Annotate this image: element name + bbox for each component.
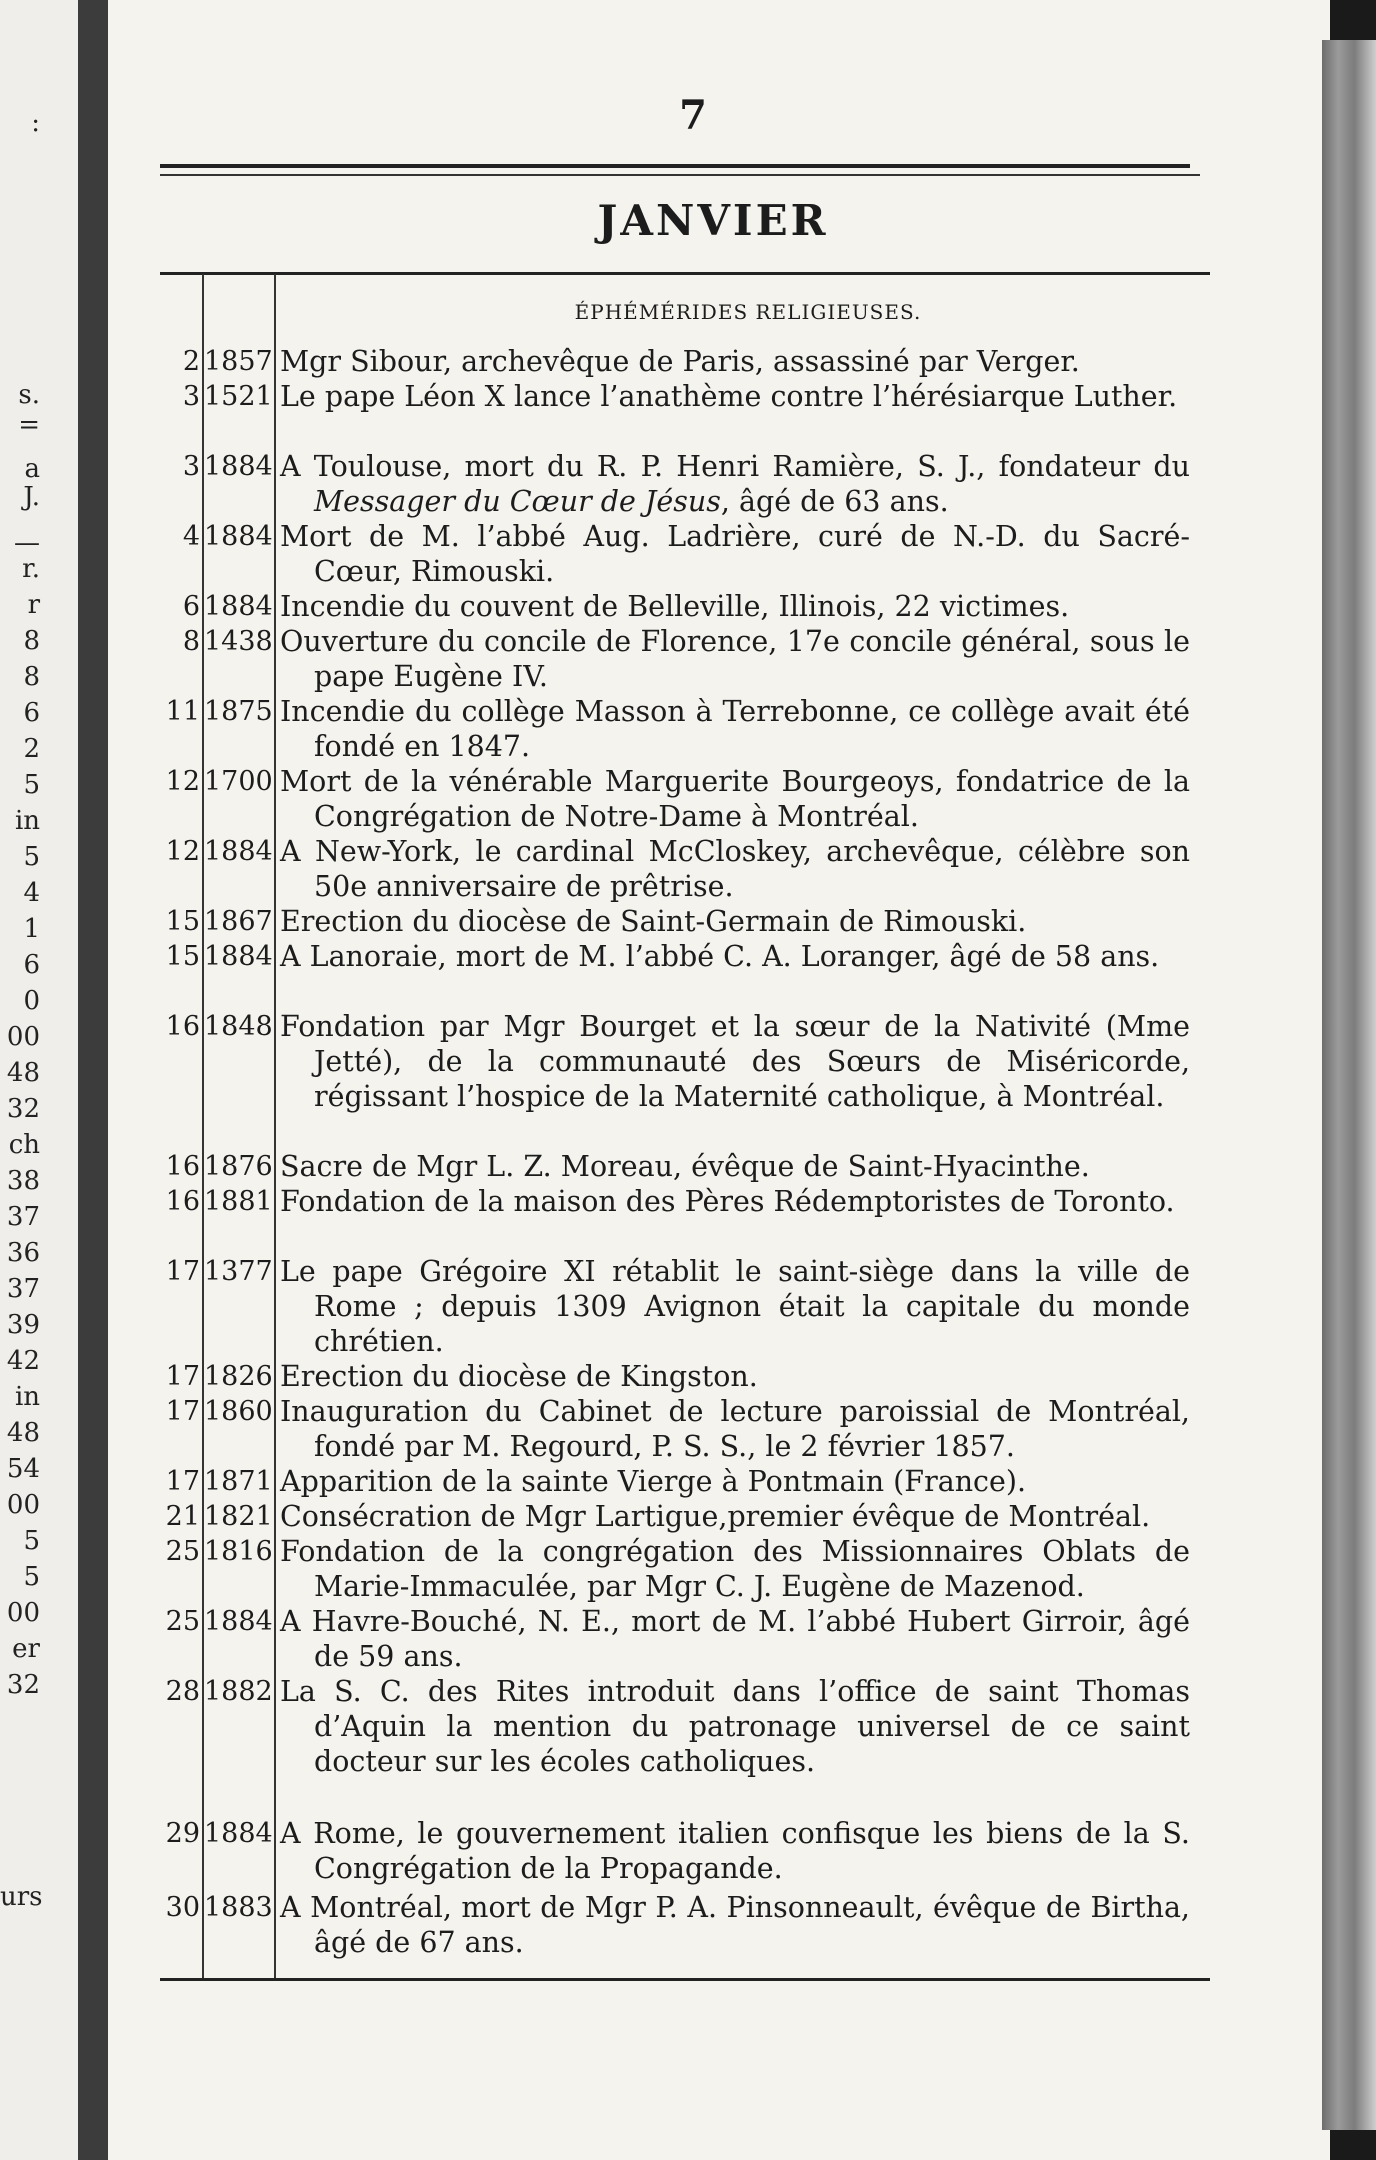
entry-day: 4	[182, 521, 200, 552]
entry-day: 28	[165, 1676, 200, 1707]
margin-fragment: 0	[23, 986, 40, 1016]
margin-fragment: 6	[23, 950, 40, 980]
entry-day: 17	[165, 1361, 200, 1392]
entry-day: 25	[165, 1536, 200, 1567]
margin-fragment: 36	[6, 1238, 40, 1268]
margin-fragment: 5	[23, 842, 40, 872]
margin-fragment: 2	[23, 734, 40, 764]
entry-year: 1867	[204, 906, 273, 937]
header-rule	[160, 272, 1210, 275]
entry-year: 1875	[204, 696, 273, 727]
margin-fragment: 48	[6, 1418, 40, 1448]
margin-fragment: 8	[23, 626, 40, 656]
entry-text: Le pape Léon X lance l’anathème contre l’hérésiarque Luther.	[280, 380, 1178, 413]
book-gutter	[78, 0, 110, 2160]
entry-day: 30	[165, 1892, 200, 1923]
margin-fragment: 42	[6, 1346, 40, 1376]
margin-fragment: 00	[6, 1598, 40, 1628]
entry-text: Mort de la vénérable Marguerite Bourgeoys, fondatrice de la Congrégation de Notre-Dame à Montréal.	[280, 765, 1190, 833]
margin-fragment: 32	[6, 1670, 40, 1700]
margin-fragment: ch	[8, 1130, 40, 1160]
margin-fragment: 00	[6, 1022, 40, 1052]
entry-year: 1876	[204, 1151, 273, 1182]
entry-text-part: A Toulouse, mort du R. P. Henri Ramière, S. J., fondateur du	[280, 450, 1190, 483]
entry-year: 1884	[204, 941, 273, 972]
entry-day: 16	[165, 1151, 200, 1182]
margin-fragment: J.	[23, 482, 40, 512]
entry-day: 16	[165, 1011, 200, 1042]
margin-fragment: in	[14, 806, 40, 836]
entry-year: 1821	[204, 1501, 273, 1532]
margin-fragment: 5	[23, 1526, 40, 1556]
entry-year: 1881	[204, 1186, 273, 1217]
entry-text: A Rome, le gouvernement italien confisque les biens de la S. Congrégation de la Propagande.	[280, 1817, 1190, 1885]
facing-page-margin	[0, 0, 78, 2160]
entry-day: 15	[165, 906, 200, 937]
entry-year: 1884	[204, 521, 273, 552]
entry-text: Le pape Grégoire XI rétablit le saint-siège dans la ville de Rome ; depuis 1309 Avignon était la capitale du monde chrétien.	[280, 1255, 1190, 1358]
entry-year: 1884	[204, 451, 273, 482]
entry-text: Consécration de Mgr Lartigue,premier évêque de Montréal.	[280, 1500, 1151, 1533]
margin-fragment: 00	[6, 1490, 40, 1520]
entry-day: 3	[182, 451, 200, 482]
margin-fragment: 37	[6, 1274, 40, 1304]
entry-day: 17	[165, 1256, 200, 1287]
entry-year: 1884	[204, 1818, 273, 1849]
margin-fragment: 5	[23, 1562, 40, 1592]
margin-fragment: r.	[22, 554, 40, 584]
entry-day: 8	[182, 626, 200, 657]
entry-text: A Montréal, mort de Mgr P. A. Pinsonneault, évêque de Birtha, âgé de 67 ans.	[280, 1891, 1190, 1959]
entry-text: Erection du diocèse de Saint-Germain de Rimouski.	[280, 905, 1027, 938]
month-title: JANVIER	[597, 196, 829, 245]
entry-year: 1377	[204, 1256, 273, 1287]
margin-fragment: a	[24, 454, 40, 484]
entry-day: 17	[165, 1466, 200, 1497]
bottom-rule	[160, 1978, 1210, 1981]
entry-year: 1884	[204, 836, 273, 867]
margin-fragment: =	[18, 410, 40, 440]
entry-day: 21	[165, 1501, 200, 1532]
entry-day: 29	[165, 1818, 200, 1849]
margin-fragment: 37	[6, 1202, 40, 1232]
entry-year: 1860	[204, 1396, 273, 1427]
entry-year: 1883	[204, 1892, 273, 1923]
entry-year: 1884	[204, 1606, 273, 1637]
page-number: 7	[679, 92, 707, 139]
entry-year: 1700	[204, 766, 273, 797]
entry-year: 1884	[204, 591, 273, 622]
entry-text: Ouverture du concile de Florence, 17e concile général, sous le pape Eugène IV.	[280, 625, 1190, 693]
entry-day: 2	[182, 346, 200, 377]
page-edge	[1322, 40, 1376, 2130]
top-rule-thin	[160, 174, 1200, 176]
margin-fragment: 4	[23, 878, 40, 908]
entry-year: 1848	[204, 1011, 273, 1042]
margin-fragment: er	[12, 1634, 40, 1664]
margin-fragment: s.	[18, 380, 40, 410]
entry-day: 3	[182, 381, 200, 412]
entry-day: 17	[165, 1396, 200, 1427]
entry-text: Fondation de la maison des Pères Rédemptoristes de Toronto.	[280, 1185, 1175, 1218]
margin-fragment: 38	[6, 1166, 40, 1196]
entry-text: Incendie du collège Masson à Terrebonne, ce collège avait été fondé en 1847.	[280, 695, 1190, 763]
margin-fragment: r	[27, 590, 40, 620]
entry-day: 25	[165, 1606, 200, 1637]
periodical-title: Messager du Cœur de Jésus	[314, 485, 721, 518]
entry-day: 15	[165, 941, 200, 972]
entry-year: 1816	[204, 1536, 273, 1567]
entry-text: Sacre de Mgr L. Z. Moreau, évêque de Saint-Hyacinthe.	[280, 1150, 1090, 1183]
entry-year: 1826	[204, 1361, 273, 1392]
margin-fragment: —	[14, 528, 40, 558]
entry-text	[280, 449, 1190, 519]
entry-day: 6	[182, 591, 200, 622]
entry-text: Fondation de la congrégation des Missionnaires Oblats de Marie-Immaculée, par Mgr C. J. Eugène de Mazenod.	[280, 1535, 1190, 1603]
margin-fragment: :	[31, 108, 40, 138]
entry-year: 1882	[204, 1676, 273, 1707]
entry-text: La S. C. des Rites introduit dans l’office de saint Thomas d’Aquin la mention du patronage universel de ce saint docteur sur les écoles catholiques.	[280, 1675, 1190, 1778]
top-rule	[160, 164, 1190, 168]
entry-text-part: , âgé de 63 ans.	[720, 485, 949, 518]
entry-day: 12	[165, 836, 200, 867]
margin-fragment: urs	[0, 1882, 43, 1912]
entry-year: 1438	[204, 626, 273, 657]
entry-day: 12	[165, 766, 200, 797]
entry-year: 1857	[204, 346, 273, 377]
entry-day: 16	[165, 1186, 200, 1217]
entry-text: Fondation par Mgr Bourget et la sœur de la Nativité (Mme Jetté), de la communauté des Sœurs de Miséricorde, régissant l’hospice de la Maternité catholique, à Montréal.	[280, 1010, 1190, 1113]
margin-fragment: in	[14, 1382, 40, 1412]
margin-fragment: 39	[6, 1310, 40, 1340]
entry-year: 1871	[204, 1466, 273, 1497]
margin-fragment: 8	[23, 662, 40, 692]
margin-fragment: 32	[6, 1094, 40, 1124]
entry-text: A New-York, le cardinal McCloskey, archevêque, célèbre son 50e anniversaire de prêtrise.	[280, 835, 1190, 903]
entry-text: Apparition de la sainte Vierge à Pontmain (France).	[280, 1465, 1027, 1498]
book-page	[108, 0, 1330, 2160]
entry-year: 1521	[204, 381, 273, 412]
margin-fragment: 6	[23, 698, 40, 728]
section-heading: ÉPHÉMÉRIDES RELIGIEUSES.	[574, 300, 922, 324]
entry-text: Mgr Sibour, archevêque de Paris, assassiné par Verger.	[280, 345, 1080, 378]
entry-text: A Havre-Bouché, N. E., mort de M. l’abbé Hubert Girroir, âgé de 59 ans.	[280, 1605, 1190, 1673]
margin-fragment: 54	[6, 1454, 40, 1484]
margin-fragment: 1	[23, 914, 40, 944]
margin-fragment: 5	[23, 770, 40, 800]
entry-day: 11	[165, 696, 200, 727]
entry-text: Erection du diocèse de Kingston.	[280, 1360, 758, 1393]
entry-text: Mort de M. l’abbé Aug. Ladrière, curé de N.-D. du Sacré-Cœur, Rimouski.	[280, 520, 1190, 588]
year-column-rule	[274, 274, 276, 1980]
margin-fragment: 48	[6, 1058, 40, 1088]
entry-text: Inauguration du Cabinet de lecture paroissial de Montréal, fondé par M. Regourd, P. S. S., le 2 février 1857.	[280, 1395, 1190, 1463]
entry-text: A Lanoraie, mort de M. l’abbé C. A. Loranger, âgé de 58 ans.	[280, 940, 1160, 973]
entry-text: Incendie du couvent de Belleville, Illinois, 22 victimes.	[280, 590, 1070, 623]
